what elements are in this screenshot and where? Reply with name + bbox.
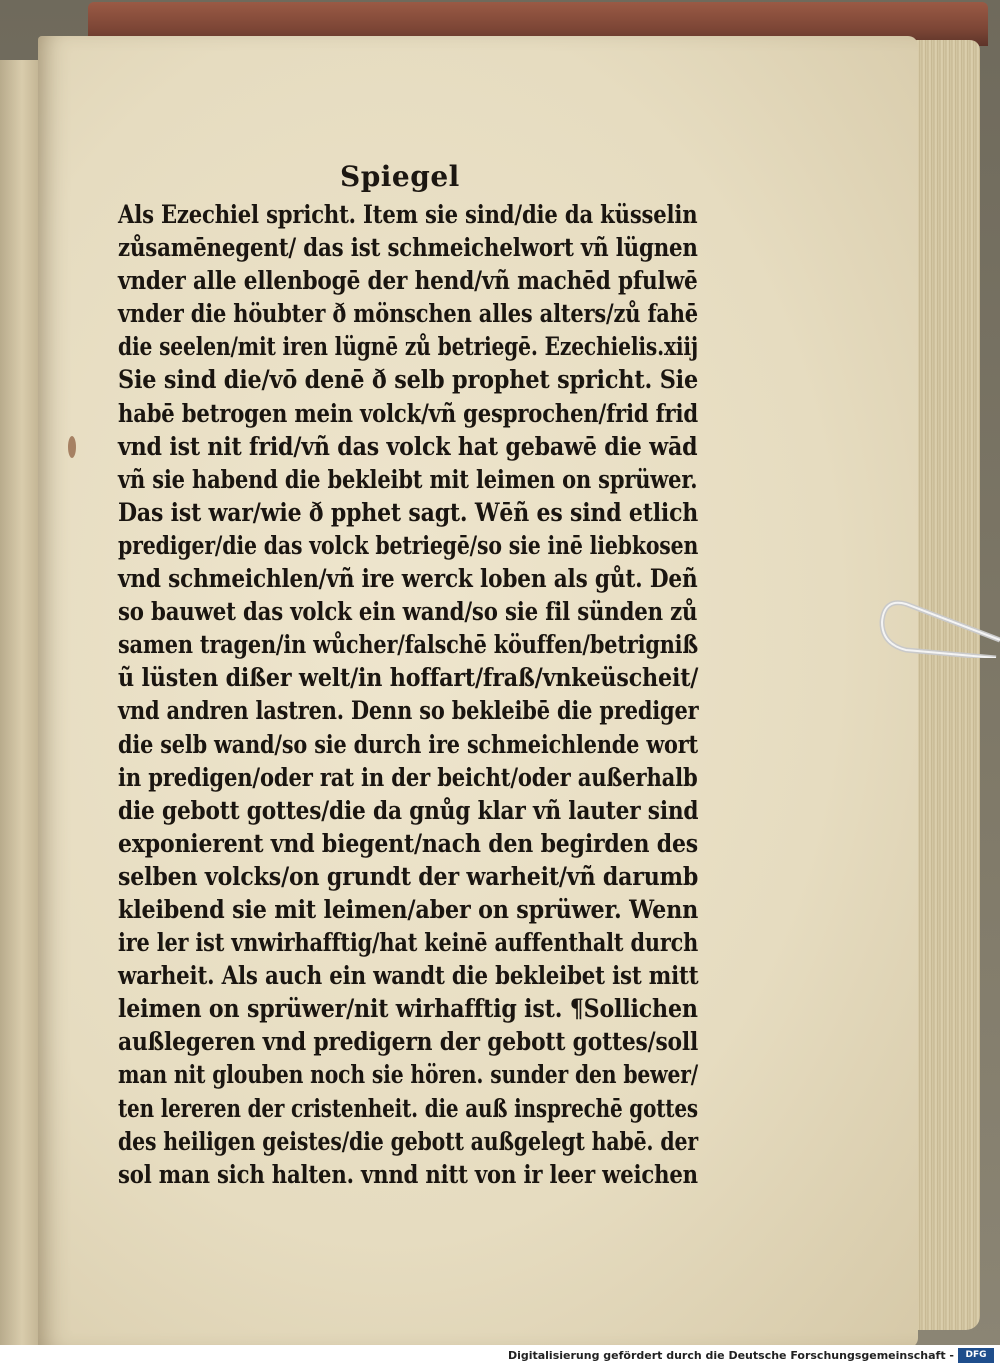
- text-line: so bauwet das volck ein wand/so sie fil sünden zů: [118, 597, 698, 627]
- text-line: außlegeren vnd predigern der gebott gottes/soll: [118, 1027, 699, 1057]
- text-line: exponierent vnd biegent/nach den begirden des: [118, 828, 698, 858]
- text-line: ten lereren der cristenheit. die auß insprechē gottes: [118, 1093, 698, 1123]
- footer-credit: Digitalisierung gefördert durch die Deutsche Forschungsgemeinschaft -: [507, 1349, 954, 1362]
- text-line: die selb wand/so sie durch ire schmeichlende wort: [118, 729, 698, 759]
- text-line: des heiligen geistes/die gebott außgelegt habē. der: [118, 1126, 698, 1156]
- text-block: [118, 198, 698, 1191]
- text-line: Als Ezechiel spricht. Item sie sind/die da küsselin: [118, 200, 698, 229]
- text-line: Sie sind die/vō denē ð selb prophet spricht. Sie: [118, 365, 699, 395]
- text-line: die gebott gottes/die da gnůg klar vñ lauter sind: [118, 795, 699, 825]
- text-line: leimen on sprüwer/nit wirhafftig ist. ¶Sollichen: [118, 994, 698, 1024]
- text-line: kleibend sie mit leimen/aber on sprüwer. Wenn: [118, 894, 699, 924]
- text-line: vnder alle ellenbogē der hend/vñ machēd pfulwē: [118, 266, 698, 296]
- text-line: warheit. Als auch ein wandt die bekleibet ist mitt: [118, 961, 699, 991]
- text-line: zůsamēnegent/ das ist schmeichelwort vñ lügnen: [118, 233, 698, 263]
- text-line: die seelen/mit iren lügnē zů betriegē. Ezechielis.xiij: [118, 332, 699, 362]
- left-page-edge: [0, 60, 42, 1345]
- text-line: vnd ist nit frid/vñ das volck hat gebawē die wād: [118, 431, 698, 461]
- text-line: sol man sich halten. vnnd nitt von ir leer weichen: [118, 1159, 698, 1189]
- text-line: vnd schmeichlen/vñ ire werck loben als gůt. Deñ: [118, 564, 698, 594]
- text-line: vnder die höubter ð mönschen alles alters/zů fahē: [118, 299, 698, 329]
- text-line: in predigen/oder rat in der beicht/oder außerhalb: [118, 762, 698, 792]
- running-head: Spiegel: [340, 160, 460, 193]
- paper-clip-icon: [878, 600, 1000, 658]
- dfg-logo: DFG: [958, 1348, 994, 1363]
- text-line: ire ler ist vnwirhafftig/hat keinē auffenthalt durch: [118, 928, 699, 958]
- text-line: selben volcks/on grundt der warheit/vñ darumb: [118, 861, 699, 891]
- text-line: man nit glouben noch sie hören. sunder den bewer/: [118, 1060, 699, 1090]
- text-line: samen tragen/in wůcher/falschē köuffen/betrigniß: [118, 630, 699, 660]
- ink-stain: [68, 436, 76, 458]
- text-line: Das ist war/wie ð pphet sagt. Wēñ es sind etlich: [118, 497, 699, 527]
- text-line: vñ sie habend die bekleibt mit leimen on sprüwer.: [118, 464, 698, 494]
- footer-bar: [0, 1345, 1000, 1367]
- text-line: habē betrogen mein volck/vñ gesprochen/frid frid: [118, 398, 698, 428]
- text-line: vnd andren lastren. Denn so bekleibē die prediger: [118, 696, 699, 726]
- text-line: prediger/die das volck betriegē/so sie inē liebkosen: [118, 530, 699, 560]
- text-line: ũ lüsten dißer welt/in hoffart/fraß/vnkeüscheit/: [118, 663, 699, 693]
